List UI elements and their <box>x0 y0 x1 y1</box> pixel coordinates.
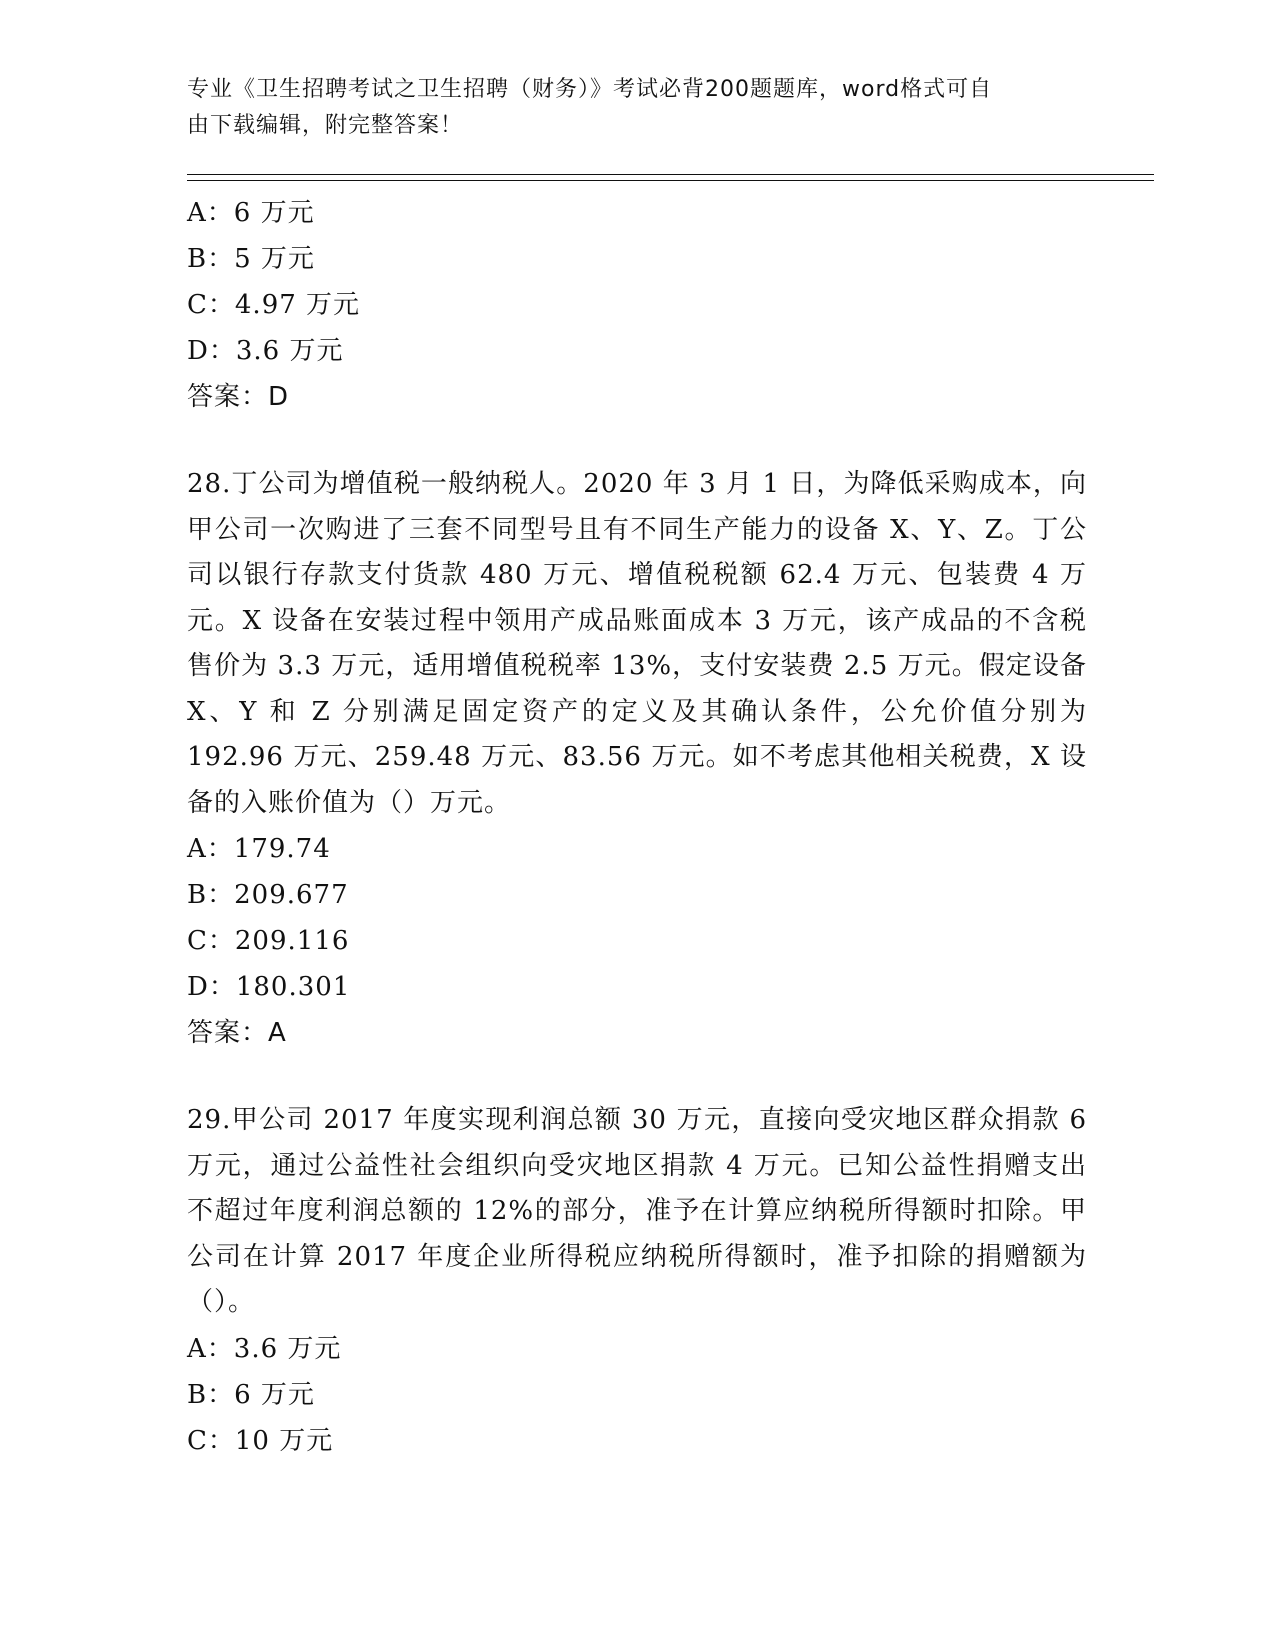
q29-option-a: A：3.6 万元 <box>187 1333 342 1364</box>
q27-option-c: C：4.97 万元 <box>187 290 361 320</box>
header-line-2: 由下载编辑，附完整答案！ <box>187 113 464 138</box>
q27-option-a: A：6 万元 <box>187 198 315 228</box>
question-28-block <box>187 462 1087 1056</box>
q28-answer: 答案：A <box>187 1018 287 1048</box>
question-27-block <box>187 190 1087 420</box>
header-rule-bottom <box>187 180 1154 181</box>
q27-option-d: D：3.6 万元 <box>187 336 344 366</box>
header-rule-top <box>187 174 1154 175</box>
q29-stem: 29.甲公司 2017 年度实现利润总额 30 万元，直接向受灾地区群众捐款 6 万元，通过公益性社会组织向受灾地区捐款 4 万元。已知公益性捐赠支出不超过年度利润总额的 12%的部分，准予在计算应纳税所得额时扣除。甲公司在计算 2017 年度企业所得税应纳税所得额时，准予扣除的捐赠额为（）。 <box>187 1105 1087 1317</box>
document-body <box>187 190 1087 1464</box>
q28-option-d: D：180.301 <box>187 972 351 1002</box>
q28-stem: 28.丁公司为增值税一般纳税人。2020 年 3 月 1 日，为降低采购成本，向甲公司一次购进了三套不同型号且有不同生产能力的设备 X、Y、Z。丁公司以银行存款支付货款 480 万元、增值税税额 62.4 万元、包装费 4 万元。X 设备在安装过程中领用产成品账面成本 3 万元，该产成品的不含税售价为 3.3 万元，适用增值税税率 13%，支付安装费 2.5 万元。假定设备 X、Y 和 Z 分别满足固定资产的定义及其确认条件，公允价值分别为 192.96 万元、259.48 万元、83.56 万元。如不考虑其他相关税费，X 设备的入账价值为（）万元。 <box>187 469 1087 818</box>
q29-option-b: B：6 万元 <box>187 1379 315 1410</box>
q29-option-c: C：10 万元 <box>187 1425 334 1456</box>
document-header <box>187 72 1067 144</box>
q28-option-a: A：179.74 <box>187 834 331 864</box>
q27-option-b: B：5 万元 <box>187 244 315 274</box>
q27-answer: 答案：D <box>187 382 290 412</box>
q28-option-b: B：209.677 <box>187 880 349 910</box>
header-line-1: 专业《卫生招聘考试之卫生招聘（财务）》考试必背200题题库，word格式可自 <box>187 77 993 102</box>
q28-option-c: C：209.116 <box>187 926 350 956</box>
question-29-block <box>187 1098 1087 1464</box>
